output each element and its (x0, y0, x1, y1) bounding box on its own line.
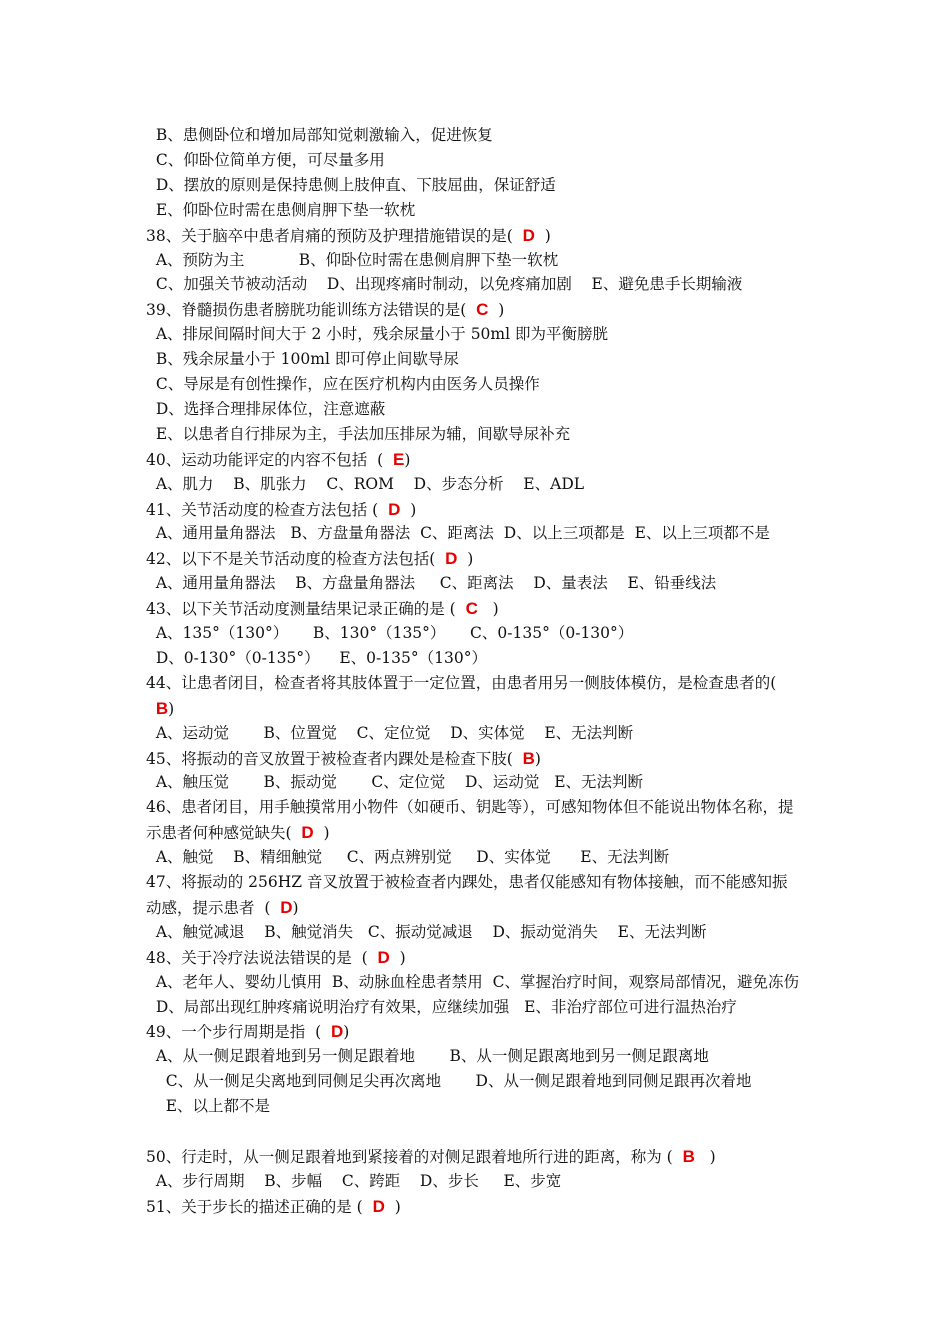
question-closing: ) (343, 1023, 350, 1042)
question-text: 49、一个步行周期是指 ( (146, 1023, 331, 1042)
question-text: 动感，提示患者 ( (146, 898, 281, 917)
answer-key: B (682, 1146, 695, 1166)
option-line: A、触觉减退 B、触觉消失 C、振动觉减退 D、振动觉消失 E、无法判断 (146, 922, 707, 941)
option-line: A、触觉 B、精细触觉 C、两点辨别觉 D、实体觉 E、无法判断 (146, 848, 670, 867)
option-line: B、残余尿量小于 100ml 即可停止间歇导尿 (146, 350, 459, 369)
question-line (146, 546, 473, 571)
answer-key: D (280, 897, 293, 917)
answer-key: B (522, 748, 535, 768)
question-closing: ) (292, 898, 299, 917)
question-text: 39、脊髓损伤患者膀胱功能训练方法错误的是( (146, 301, 477, 320)
question-line (146, 746, 541, 771)
question-line (146, 1019, 349, 1044)
option-line: A、老年人、婴幼儿慎用 B、动脉血栓患者禁用 C、掌握治疗时间，观察局部情况，避免冻伤 (146, 972, 800, 991)
option-line: E、以患者自行排尿为主，手法加压排尿为辅，间歇导尿补充 (146, 424, 571, 443)
question-closing: ) (534, 749, 541, 768)
answer-key: D (522, 225, 535, 245)
answer-key: D (445, 549, 458, 569)
option-line: D、摆放的原则是保持患侧上肢伸直、下肢屈曲，保证舒适 (146, 175, 556, 194)
question-line (146, 297, 504, 322)
option-line: A、排尿间隔时间大于 2 小时，残余尿量小于 50ml 即为平衡膀胱 (146, 325, 608, 344)
answer-key: D (330, 1022, 344, 1042)
question-text: 50、行走时，从一侧足跟着地到紧接着的对侧足跟着地所行进的距离，称为 ( (146, 1147, 683, 1166)
option-line: 47、将振动的 256HZ 音叉放置于被检查者内踝处，患者仅能感知有物体接触，而不能感知振 (146, 873, 788, 891)
question-text: 43、以下关节活动度测量结果记录正确的是 ( (146, 600, 466, 619)
question-text: 48、关于冷疗法说法错误的是 ( (146, 948, 378, 967)
question-text: 40、运动功能评定的内容不包括 ( (146, 450, 393, 469)
option-line: A、步行周期 B、步幅 C、跨距 D、步长 E、步宽 (146, 1171, 562, 1190)
question-text: 示患者何种感觉缺失( (146, 824, 302, 843)
question-line (146, 895, 299, 920)
option-line: A、运动觉 B、位置觉 C、定位觉 D、实体觉 E、无法判断 (146, 723, 634, 742)
option-line: E、以上都不是 (146, 1097, 271, 1116)
option-line: B、患侧卧位和增加局部知觉刺激输入，促进恢复 (146, 126, 493, 144)
question-text: 45、将振动的音叉放置于被检查者内踝处是检查下肢( (146, 749, 523, 768)
question-line (146, 447, 410, 472)
option-line: D、局部出现红肿疼痛说明治疗有效果，应继续加强 E、非治疗部位可进行温热治疗 (146, 997, 737, 1016)
option-line: E、仰卧位时需在患侧肩胛下垫一软枕 (146, 200, 416, 219)
option-line: D、选择合理排尿体位，注意遮蔽 (146, 399, 386, 418)
option-line: D、0-130°（0-135°） E、0-135°（130°） (146, 648, 487, 667)
question-closing: ) (457, 550, 474, 569)
answer-key: B (155, 698, 169, 718)
option-line: C、从一侧足尖离地到同侧足尖再次离地 D、从一侧足跟着地到同侧足跟再次着地 (146, 1072, 752, 1091)
question-line (146, 1194, 401, 1219)
question-line (146, 223, 551, 248)
answer-key: D (372, 1196, 385, 1216)
option-line: A、通用量角器法 B、方盘量角器法 C、距离法 D、量表法 E、铅垂线法 (146, 574, 717, 593)
question-line (146, 1144, 716, 1169)
option-line: A、135°（130°） B、130°（135°） C、0-135°（0-130°） (146, 624, 634, 642)
option-line: C、导尿是有创性操作，应在医疗机构内由医务人员操作 (146, 375, 540, 393)
answer-key: E (392, 449, 405, 469)
question-closing: ) (400, 500, 417, 519)
question-text: 38、关于脑卒中患者肩痛的预防及护理措施错误的是( (146, 226, 523, 245)
answer-key: D (388, 499, 401, 519)
question-closing: ) (534, 226, 551, 245)
question-line (146, 945, 406, 970)
question-closing: ) (694, 1147, 716, 1166)
option-line: A、通用量角器法 B、方盘量角器法 C、距离法 D、以上三项都是 E、以上三项都不是 (146, 524, 770, 543)
option-line: 46、患者闭目，用手触摸常用小物件（如硬币、钥匙等），可感知物体但不能说出物体名称，提 (146, 798, 794, 817)
answer-key: C (465, 599, 478, 619)
option-line: 44、让患者闭目，检查者将其肢体置于一定位置，由患者用另一侧肢体模仿，是检查患者的( (146, 673, 777, 692)
question-closing: ) (313, 824, 330, 843)
question-closing: ) (168, 699, 175, 718)
question-text: 51、关于步长的描述正确的是 ( (146, 1197, 373, 1216)
answer-key: D (377, 947, 390, 967)
question-closing: ) (488, 301, 505, 320)
answer-key: C (476, 300, 489, 320)
question-closing: ) (384, 1197, 401, 1216)
question-line (146, 820, 330, 845)
question-closing: ) (477, 600, 499, 619)
question-line (146, 596, 499, 621)
question-closing: ) (404, 450, 411, 469)
question-text: 41、关节活动度的检查方法包括 ( (146, 500, 389, 519)
option-line: A、从一侧足跟着地到另一侧足跟着地 B、从一侧足跟离地到另一侧足跟离地 (146, 1047, 709, 1066)
answer-key: D (301, 823, 314, 843)
question-line (146, 696, 174, 721)
question-closing: ) (389, 948, 406, 967)
question-text (146, 700, 156, 718)
question-text: 42、以下不是关节活动度的检查方法包括( (146, 550, 446, 569)
option-line: A、预防为主 B、仰卧位时需在患侧肩胛下垫一软枕 (146, 250, 559, 269)
option-line: A、触压觉 B、振动觉 C、定位觉 D、运动觉 E、无法判断 (146, 773, 644, 792)
option-line: C、加强关节被动活动 D、出现疼痛时制动，以免疼痛加剧 E、避免患手长期输液 (146, 275, 743, 294)
option-line: A、肌力 B、肌张力 C、ROM D、步态分析 E、ADL (146, 474, 585, 493)
option-line: C、仰卧位简单方便，可尽量多用 (146, 150, 385, 169)
question-line (146, 497, 416, 522)
